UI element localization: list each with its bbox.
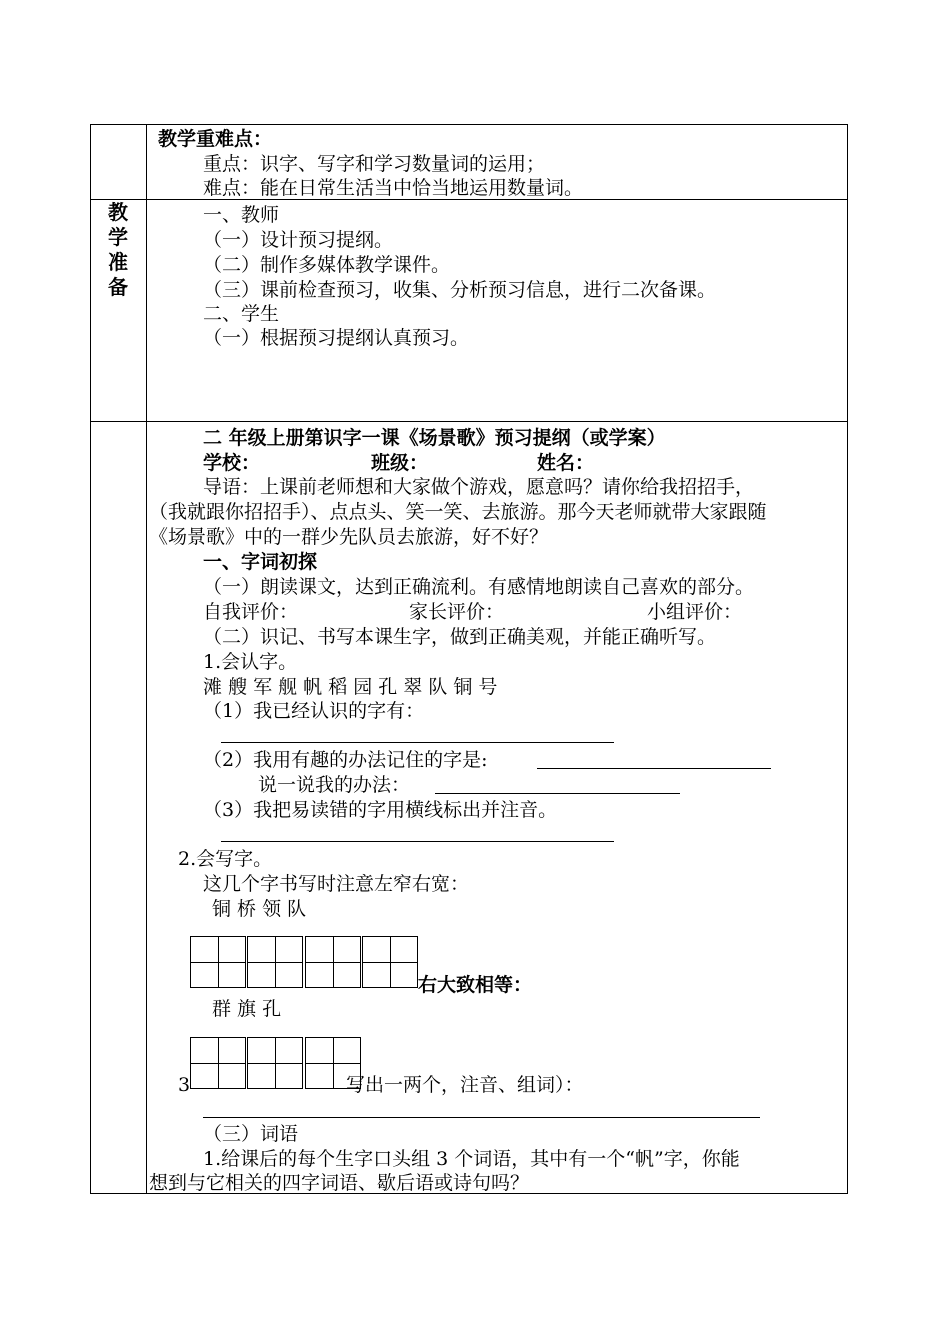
intro-line: （我就跟你招招手）、点点头、笑一笑、去旅游。那今天老师就带大家跟随 (149, 501, 767, 523)
write-chars-1: 铜 桥 领 队 (212, 898, 307, 920)
intro-line: 《场景歌》中的一群少先队员去旅游，好不好？ (149, 526, 549, 548)
recognize-heading: 1.会认字。 (203, 651, 298, 673)
row-divider-2 (90, 421, 848, 422)
item-text: （二）识记、书写本课生字，做到正确美观，并能正确听写。 (203, 626, 717, 648)
writing-grid-box[interactable] (362, 936, 418, 988)
school-label: 学校： (203, 452, 261, 474)
prep-line: 一、教师 (203, 204, 280, 226)
write-heading: 2.会写字。 (178, 848, 273, 870)
worksheet-title: 二 年级上册第识字一课《场景歌》预习提纲（或学案） (203, 427, 666, 449)
column-divider (146, 124, 147, 1194)
eval-self-label: 自我评价： (203, 601, 299, 623)
answer-line-3[interactable] (221, 841, 614, 842)
answer-line-1[interactable] (221, 742, 614, 743)
question-1: （1）我已经认识的字有： (203, 700, 425, 722)
eval-group-label: 小组评价： (647, 601, 743, 623)
intro-line: 导语：上课前老师想和大家做个游戏，愿意吗？请你给我招招手， (203, 476, 755, 498)
writing-grid-box[interactable] (305, 1037, 361, 1089)
prep-line: （二）制作多媒体教学课件。 (203, 254, 451, 276)
difficulty-text: 难点：能在日常生活当中恰当地运用数量词。 (203, 177, 584, 199)
name-label: 姓名： (537, 452, 595, 474)
question-3: （3）我把易读错的字用横线标出并注音。 (203, 799, 558, 821)
question-2: （2）我用有趣的办法记住的字是: (203, 749, 488, 771)
eval-parent-label: 家长评价： (409, 601, 505, 623)
writing-grid-box[interactable] (247, 936, 303, 988)
prep-line: （一）根据预习提纲认真预习。 (203, 327, 470, 349)
answer-line-4[interactable] (203, 1117, 760, 1118)
side-label-teaching-prep: 教 学 准 备 (108, 200, 128, 299)
question-4-text: 写出一两个，注音、组词）： (346, 1074, 584, 1096)
writing-grid-box[interactable] (190, 936, 246, 988)
prep-line: 二、学生 (203, 303, 280, 325)
item-text: （一）朗读课文，达到正确流利。有感情地朗读自己喜欢的部分。 (203, 576, 755, 598)
words-line: 想到与它相关的四字词语、歇后语或诗句吗？ (149, 1172, 530, 1194)
key-point-text: 重点：识字、写字和学习数量词的运用； (203, 153, 546, 175)
class-label: 班级： (371, 452, 429, 474)
prep-line: （三）课前检查预习，收集、分析预习信息，进行二次备课。 (203, 279, 717, 301)
prep-line: （一）设计预习提纲。 (203, 229, 394, 251)
section-heading-key-points: 教学重难点： (158, 128, 273, 150)
answer-line-2[interactable] (537, 768, 771, 769)
part-heading: 一、字词初探 (203, 551, 318, 573)
write-note-2: 右大致相等： (418, 974, 533, 996)
answer-line-2b[interactable] (435, 793, 680, 794)
writing-grid-box[interactable] (190, 1037, 246, 1089)
write-note-1: 这几个字书写时注意左窄右宽： (203, 873, 470, 895)
writing-grid-box[interactable] (305, 936, 361, 988)
recognize-chars: 滩 艘 军 舰 帆 稻 园 孔 翠 队 铜 号 (203, 676, 498, 698)
item-text: （三）词语 (203, 1123, 299, 1145)
words-line: 1.给课后的每个生字口头组 3 个词语，其中有一个“帆”字，你能 (203, 1148, 740, 1170)
write-chars-2: 群 旗 孔 (212, 998, 282, 1020)
question-4-number: 3 (178, 1074, 191, 1096)
question-2b: 说一说我的办法： (258, 774, 411, 796)
writing-grid-box[interactable] (247, 1037, 303, 1089)
